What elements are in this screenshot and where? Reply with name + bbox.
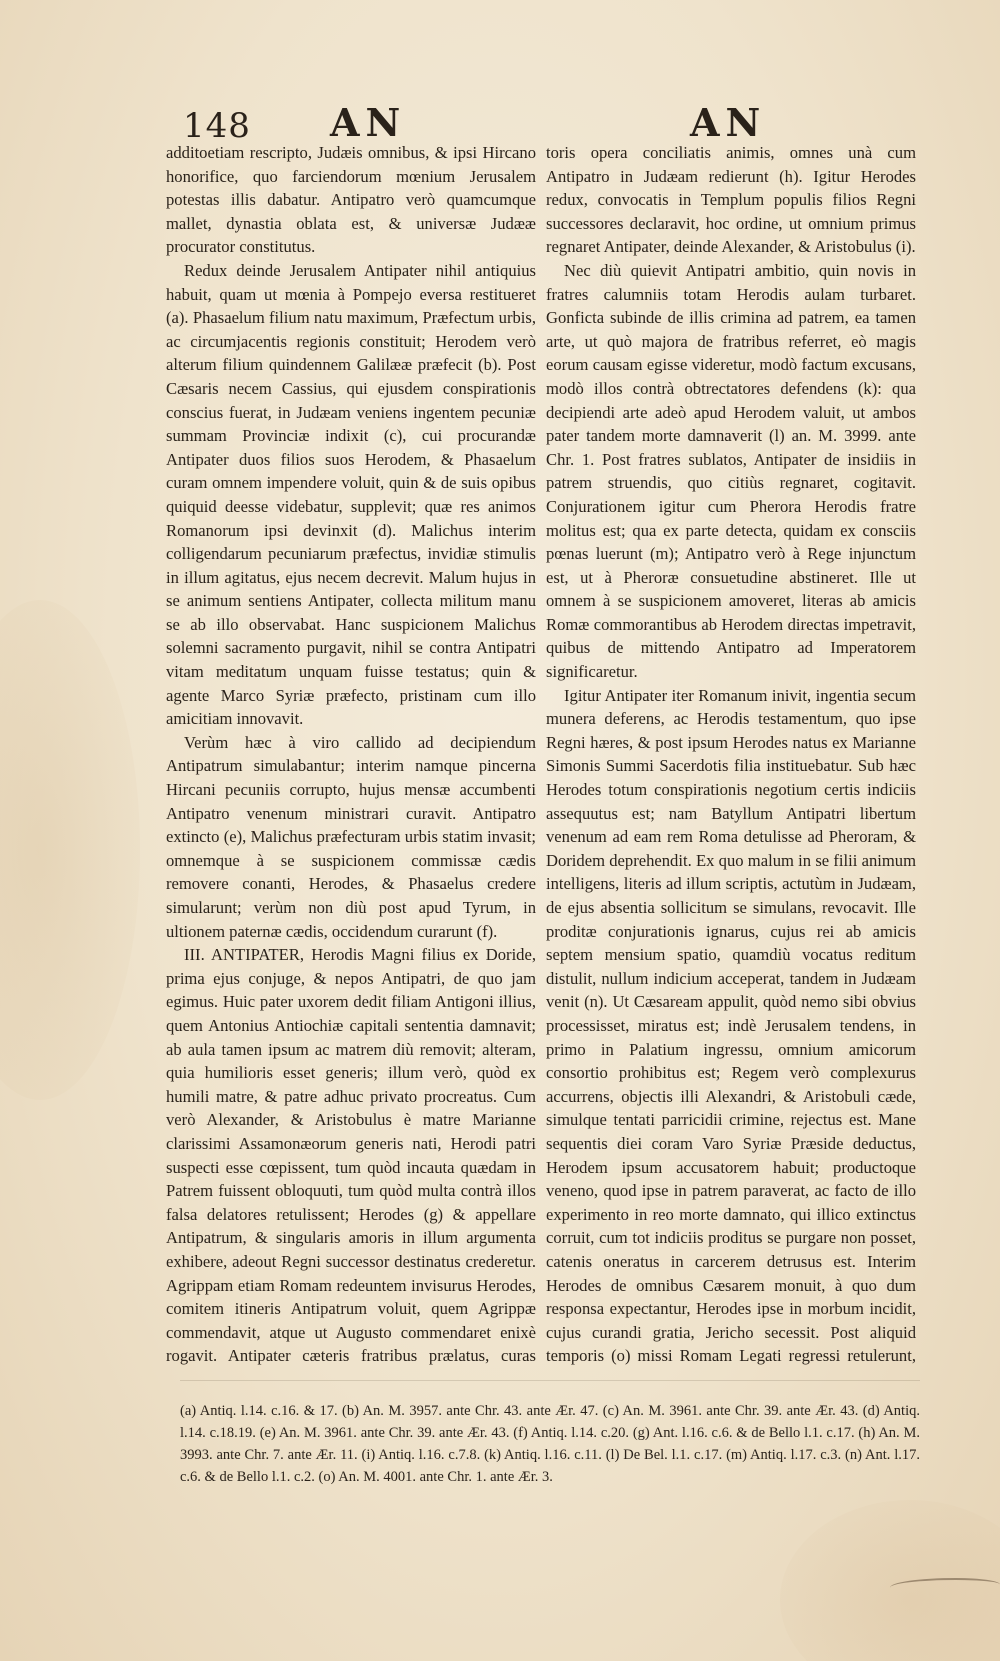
page-number: 148 [183, 106, 251, 146]
paragraph: toris opera conciliatis animis, omnes unà cum Antipatro in Judæam redierunt (h). Igitur Herodes redux, convocatis in Templum populis filios Regni successores declaravit, hoc ordine, ut omnium primus regnaret Antipater, deinde Alexander, & Aristobulus (i). [546, 143, 916, 257]
paragraph: Nec diù quievit Antipatri ambitio, quin novis in fratres calumniis totam Herodis aulam turbaret. Gonficta subinde de illis crimina ad patrem, ea tamen arte, ut quò majora de fratribus referret, eò magis eorum causam egisse videretur, modò factum excusans, modò illos contrà obtrectatores defendens (k): qua decipiendi arte adeò apud Herodem valuit, ut ambos pater tandem morte damnaverit (l) an. M. 3999. ante Chr. 1. Post fratres sublatos, Antipater de insidiis in patrem struendis, quo citiùs regnaret, cogitavit. Conjurationem igitur cum Pherora Herodis fratre molitus est; qua ex parte detecta, quidam ex consciis pœnas luerunt (m); Antipatro verò à Rege injunctum est, ut à Pheroræ consuetudine abstineret. Ille ut omnem à se suspicionem amoveret, literas ab amicis Romæ commorantibus ab Herodem directas impetravit, quibus de mittendo Antipatro ad Imperatorem significaretur. [546, 260, 916, 682]
left-column [166, 141, 536, 1371]
footnotes: (a) Antiq. l.14. c.16. & 17. (b) An. M. 3957. ante Chr. 43. ante Ær. 47. (c) An. M. 3961. ante Chr. 39. ante Ær. 43. (d) Antiq. l.14. c.18.19. (e) An. M. 3961. ante Chr. 39. ante Ær. 43. (f) Antiq. l.14. c.20. (g) Ant. l.16. c.6. & de Bello l.1. c.17. (h) An. M. 3993. ante Chr. 7. ante Ær. 11. (i) Antiq. l.16. c.7.8. (k) Antiq. l.16. c.11. (l) De Bel. l.1. c.17. (m) Antiq. l.17. c.3. (n) Ant. l.17. c.6. & de Bello l.1. c.2. (o) An. M. 4001. ante Chr. 1. ante Ær. 3. [180, 1403, 920, 1485]
paper-stain [0, 600, 140, 1100]
paragraph: additoetiam rescripto, Judæis omnibus, & ipsi Hircano honorifice, quo farciendorum mœnium Jerusalem potestas illis dabatur. Antipatro verò quamcumque mallet, dynastia oblata est, & universæ Judææ procurator constitutus. [166, 143, 536, 257]
running-head-right: AN [690, 100, 767, 145]
paragraph: Igitur Antipater iter Romanum inivit, ingentia secum munera deferens, ac Herodis testamentum, quo ipse Regni hæres, & post ipsum Herodes natus ex Marianne Simonis Summi Sacerdotis filia instituebatur. Sub hæc Herodes totum conspirationis negotium certis indiciis assequutus est; nam Batyllum Antipatri libertum venenum ad eam rem Roma detulisse ad Pheroram, & Doridem deprehendit. Ex quo malum in se filii animum intelligens, literis ad illum scriptis, actutùm in Judæam, de ejus absentia sollicitum se simulans, revocavit. Ille proditæ conjurationis ignarus, cujus rei ab amicis septem mensium spatio, quamdiù vocatus reditum distulit, nullum indicium acceperat, tandem in Judæam venit (n). Ut Cæsaream appulit, quòd nemo sibi obvius processisset, miratus est; indè Jerusalem tendens, in primo in Palatium ingressu, omnium amicorum consortio prohibitus est; Regem verò complexurus accurrens, objectis illi Alexandri, & Aristobuli cæde, simulque tentati parricidii crimine, rejectus est. Mane sequentis diei coram Varo Syriæ Præside deductus, Herodem ipsum accusatorem habuit; productoque veneno, quod ipse in patrem paraverat, ac facto de illo experimento in reo morte damnato, qui illico extinctus corruit, cum tot indiciis proditus se purgare non posset, catenis oneratus in carcerem detrusus est. Interim Herodes de omnibus Cæsarem monuit, à quo dum responsa expectantur, Herodes ipse in morbum incidit, cujus curandi gratia, Jericho secessit. Post aliquid temporis (o) missi Romam Legati regressi retulerunt, [546, 685, 916, 1366]
footnote-divider [180, 1380, 920, 1381]
paragraph: Verùm hæc à viro callido ad decipiendum Antipatrum simulabantur; interim namque pincerna Hircani pecuniis corrupto, hujus mensæ accumbenti Antipatro venenum ministrari curavit. Antipatro extincto (e), Malichus præfecturam urbis statim invasit; omnemque à se suspicionem commissæ cædis removere conanti, Herodes, & Phasaelus credere simularunt; verùm non diù post apud Tyrum, in ultionem paternæ cædis, occidendum curarunt (f). [166, 732, 536, 941]
paper-crease [890, 1578, 1000, 1594]
running-head-left: AN [330, 100, 407, 145]
paragraph: III. ANTIPATER, Herodis Magni filius ex Doride, prima ejus conjuge, & nepos Antipatri, de quo jam egimus. Huic pater uxorem dedit filiam Antigoni illius, quem Antonius Antiochiæ capitali sententia damnavit; ab aula tamen ipsum ac matrem diù removit; alteram, quia humilioris esset generis; illum verò, quòd ex humili matre, & patre adhuc privato procreatus. Cum verò Alexander, & Aristobulus è matre Marianne clarissimi Assamonæorum generis nati, Herodi patri suspecti esse cœpissent, tum quòd incauta quædam in Patrem fuissent obloquuti, tum quòd multa contrà illos falsa delatores retulissent; Herodes (g) & appellare Antipatrum, & singularis amoris in illum argumenta exhibere, adeout Regni successor destinatus crederetur. Agrippam etiam Romam redeuntem invisurus Herodes, comitem itineris Antipatrum voluit, quem Agrippæ commendavit, atque ut Augusto commendaret enixè rogavit. Antipater cæteris fratribus prælatus, curas [166, 945, 536, 1366]
paragraph: Redux deinde Jerusalem Antipater nihil antiquius habuit, quam ut mœnia à Pompejo eversa restitueret (a). Phasaelum filium natu maximum, Præfectum urbis, ac circumjacentis regionis constituit; Herodem verò alterum filium quindennem Galilææ præfecit (b). Post Cæsaris necem Cassius, qui ejusdem conspirationis conscius fuerat, in Judæam veniens ingentem pecuniæ summam Provinciæ indixit (c), cui procurandæ Antipater duos filios suos Herodem, & Phasaelum curam omnem impendere voluit, quin & de suis opibus quiquid deesse videbatur, supplevit; quæ res animos Romanorum ipsi devinxit (d). Malichus interim colligendarum pecuniarum præfectus, invidiæ stimulis in illum agitatus, ejus necem decrevit. Malum hujus in se animum sentiens Antipater, collecta militum manu se ab illo observabat. Hanc suspicionem Malichus solemni sacramento purgavit, nihil se contra Antipatri vitam meditatum unquam fuisse testatus; quin & agente Marco Syriæ præfecto, pristinam cum illo amicitiam innovavit. [166, 260, 536, 729]
right-column [546, 141, 916, 1371]
